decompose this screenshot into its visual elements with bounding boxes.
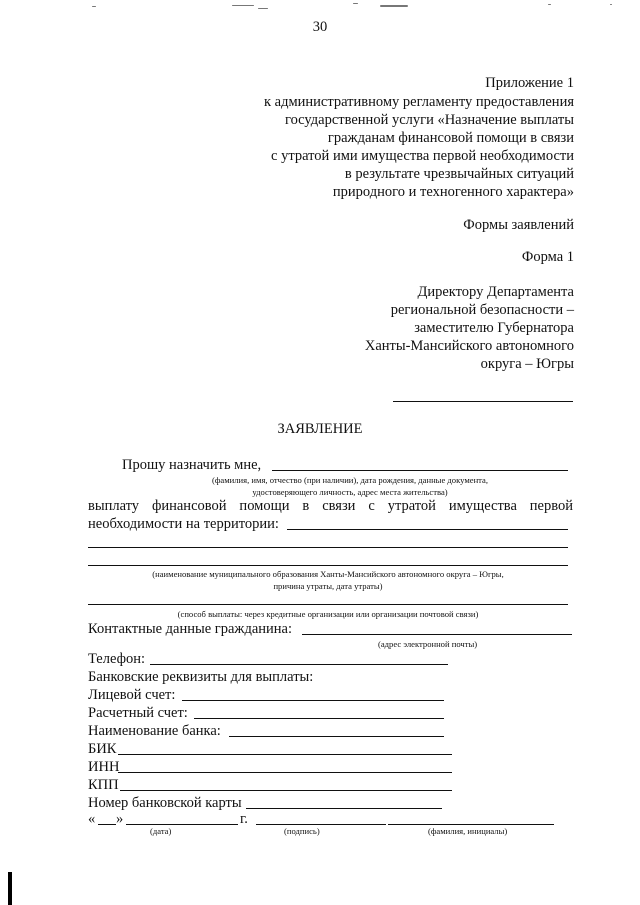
kpp-line: [120, 790, 452, 791]
bank-name-line: [229, 736, 444, 737]
bank-details-label: Банковские реквизиты для выплаты:: [88, 669, 314, 685]
territory-field-line: [88, 565, 568, 566]
payment-text: необходимости на территории:: [88, 516, 279, 532]
month-year-line: [126, 824, 238, 825]
scan-speck: [380, 5, 408, 7]
inn-label: ИНН: [88, 759, 120, 775]
appendix-line: в результате чрезвычайных ситуаций: [344, 166, 574, 182]
bik-line: [118, 754, 452, 755]
request-label: Прошу назначить мне,: [122, 457, 262, 473]
settlement-account-line: [194, 718, 444, 719]
hint-municipality: причина утраты, дата утраты): [273, 581, 383, 591]
email-field-line: [302, 634, 572, 635]
personal-account-label: Лицевой счет:: [88, 687, 176, 703]
hint-municipality: (наименование муниципального образования Ханты-Мансийского автономного округа – Югры,: [152, 569, 504, 579]
hint-date: (дата): [150, 826, 172, 836]
page-number: 30: [312, 19, 328, 35]
territory-field-line: [287, 529, 568, 530]
bank-name-label: Наименование банка:: [88, 723, 221, 739]
phone-label: Телефон:: [88, 651, 146, 667]
applicant-field-line: [272, 470, 568, 471]
appendix-line: к административному регламенту предоставления: [263, 94, 574, 110]
scan-speck: [353, 3, 358, 4]
addressee-line: Ханты-Мансийского автономного: [364, 338, 574, 354]
inn-line: [118, 772, 452, 773]
bik-label: БИК: [88, 741, 117, 757]
document-title: ЗАЯВЛЕНИЕ: [277, 421, 363, 437]
personal-account-line: [182, 700, 444, 701]
form-number: Форма 1: [521, 249, 574, 265]
contacts-label: Контактные данные гражданина:: [88, 621, 293, 637]
territory-field-line: [88, 547, 568, 548]
appendix-line: Приложение 1: [485, 75, 574, 91]
addressee-line: региональной безопасности –: [390, 302, 574, 318]
date-close-quote: »: [116, 811, 124, 827]
hint-signature: (подпись): [284, 826, 320, 836]
card-line: [246, 808, 442, 809]
hint-name: (фамилия, инициалы): [428, 826, 508, 836]
scan-speck: [232, 5, 254, 6]
addressee-line: заместителю Губернатора: [414, 320, 574, 336]
kpp-label: КПП: [88, 777, 119, 793]
hint-person: (фамилия, имя, отчество (при наличии), дата рождения, данные документа,: [211, 475, 488, 485]
hint-payment-method: (способ выплаты: через кредитные организации или организации почтовой связи): [177, 609, 479, 619]
appendix-line: государственной услуги «Назначение выплаты: [284, 112, 574, 128]
settlement-account-label: Расчетный счет:: [88, 705, 188, 721]
appendix-line: гражданам финансовой помощи в связи: [327, 130, 574, 146]
scan-speck: [610, 4, 612, 5]
year-suffix: г.: [240, 811, 248, 827]
hint-email: (адрес электронной почты): [378, 639, 478, 649]
card-label: Номер банковской карты: [88, 795, 242, 811]
date-open-quote: «: [88, 811, 96, 827]
payment-text: выплату финансовой помощи в связи с утратой имущества первой: [88, 498, 573, 514]
signature-line: [256, 824, 386, 825]
scan-edge-mark: [8, 872, 12, 905]
name-line: [388, 824, 554, 825]
appendix-line: природного и техногенного характера»: [332, 184, 574, 200]
addressee-signature-line: [393, 401, 573, 402]
appendix-line: с утратой ими имущества первой необходимости: [271, 148, 574, 164]
scan-speck: [548, 4, 551, 5]
scan-speck: [258, 8, 268, 9]
addressee-line: округа – Югры: [480, 356, 574, 372]
addressee-line: Директору Департамента: [417, 284, 574, 300]
day-line: [98, 824, 116, 825]
phone-field-line: [150, 664, 448, 665]
payment-method-line: [88, 604, 568, 605]
scan-speck: [92, 6, 96, 7]
forms-title: Формы заявлений: [463, 217, 574, 233]
hint-person: удостоверяющего личность, адрес места жительства): [252, 487, 448, 497]
